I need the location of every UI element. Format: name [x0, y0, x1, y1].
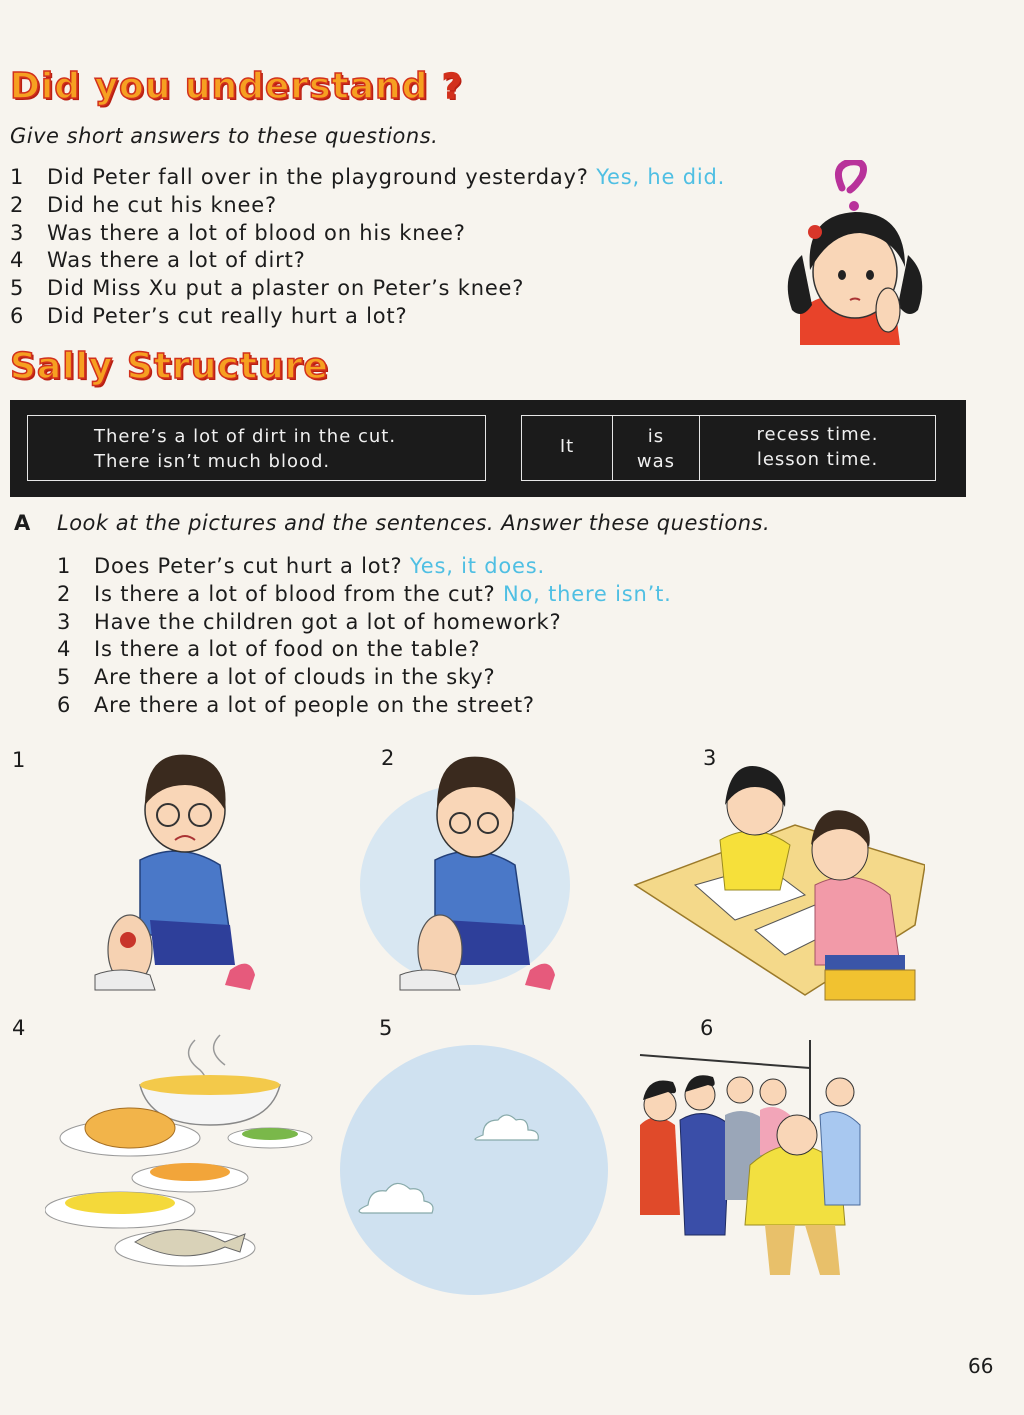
- picture-children-homework: [625, 745, 925, 1005]
- list-item: [57, 553, 777, 581]
- list-item: [57, 609, 777, 637]
- question-text: Are there a lot of people on the street?: [94, 692, 535, 717]
- exercise-letter: A: [14, 511, 31, 535]
- structure-object: recess time.: [756, 424, 879, 445]
- heading-text: Did you understand: [10, 66, 429, 107]
- thinking-girl-illustration: [780, 160, 930, 345]
- structure-box-time: [521, 415, 936, 481]
- question-text: Was there a lot of dirt?: [47, 248, 306, 273]
- picture-number: 2: [381, 746, 395, 770]
- structure-line: There’s a lot of dirt in the cut.: [94, 426, 397, 447]
- question-text: Are there a lot of clouds in the sky?: [94, 665, 496, 690]
- question-number: 6: [57, 692, 72, 717]
- question-number: 6: [10, 303, 25, 328]
- list-item: [10, 220, 810, 248]
- question-text: Is there a lot of food on the table?: [94, 637, 481, 662]
- question-number: 5: [10, 276, 25, 301]
- structure-verb: was: [636, 451, 676, 472]
- picture-number: 6: [700, 1016, 714, 1040]
- question-number: 3: [10, 220, 25, 245]
- section-heading-did-you-understand: [10, 66, 463, 107]
- question-text: Does Peter’s cut hurt a lot?: [94, 554, 403, 578]
- structure-verb: is: [647, 426, 665, 447]
- list-item: [10, 303, 810, 331]
- question-number: 4: [10, 248, 25, 273]
- answer-text: No, there isn’t.: [502, 581, 672, 606]
- question-text: Did Peter’s cut really hurt a lot?: [47, 303, 408, 328]
- structure-line: There isn’t much blood.: [94, 451, 331, 472]
- question-number: 1: [10, 165, 25, 189]
- section-heading-sally-structure: Sally Structure: [10, 346, 329, 387]
- exercise-a-question-list: [57, 553, 777, 720]
- question-text: Did Miss Xu put a plaster on Peter’s knee?: [47, 276, 525, 301]
- answer-text: Yes, he did.: [596, 165, 726, 189]
- list-item: [10, 275, 810, 303]
- structure-verb-cell: [612, 416, 699, 480]
- picture-number: 3: [703, 746, 717, 770]
- picture-clouds-in-sky: [338, 1040, 610, 1300]
- picture-people-on-street: [635, 1040, 875, 1285]
- structure-box-dirt-blood: [27, 415, 486, 481]
- heading-question-mark: ?: [441, 67, 463, 107]
- structure-object-cell: [699, 416, 935, 480]
- answer-text: Yes, it does.: [409, 554, 545, 578]
- structure-panel: [10, 400, 966, 497]
- section1-question-list: [10, 164, 810, 331]
- question-number: 2: [57, 581, 72, 606]
- picture-number: 4: [12, 1016, 26, 1040]
- structure-object: lesson time.: [756, 449, 879, 470]
- question-text: Have the children got a lot of homework?: [94, 609, 562, 634]
- list-item: [57, 692, 777, 720]
- question-number: 3: [57, 609, 72, 634]
- picture-number: 1: [12, 748, 26, 772]
- question-number: 4: [57, 637, 72, 662]
- question-number: 2: [10, 192, 25, 217]
- exercise-a-instruction: Look at the pictures and the sentences. Answer these questions.: [57, 511, 771, 535]
- picture-boy-crying-hurt-knee: [80, 745, 270, 995]
- question-text: Was there a lot of blood on his knee?: [47, 220, 466, 245]
- list-item: [10, 164, 810, 192]
- list-item: [10, 247, 810, 275]
- structure-subject: It: [559, 436, 575, 457]
- list-item: [57, 664, 777, 692]
- list-item: [57, 581, 777, 609]
- question-number: 5: [57, 665, 72, 690]
- question-text: Did Peter fall over in the playground yesterday?: [47, 165, 589, 189]
- structure-box-text: [94, 424, 396, 474]
- picture-boy-looking-at-knee: [355, 745, 585, 995]
- picture-food-on-table: [45, 1020, 325, 1290]
- page-number: 66: [968, 1354, 994, 1378]
- list-item: [10, 192, 810, 220]
- section1-instruction: Give short answers to these questions.: [10, 124, 439, 148]
- question-text: Is there a lot of blood from the cut?: [94, 581, 496, 606]
- question-text: Did he cut his knee?: [47, 192, 277, 217]
- question-number: 1: [57, 554, 72, 578]
- picture-number: 5: [379, 1016, 393, 1040]
- list-item: [57, 636, 777, 664]
